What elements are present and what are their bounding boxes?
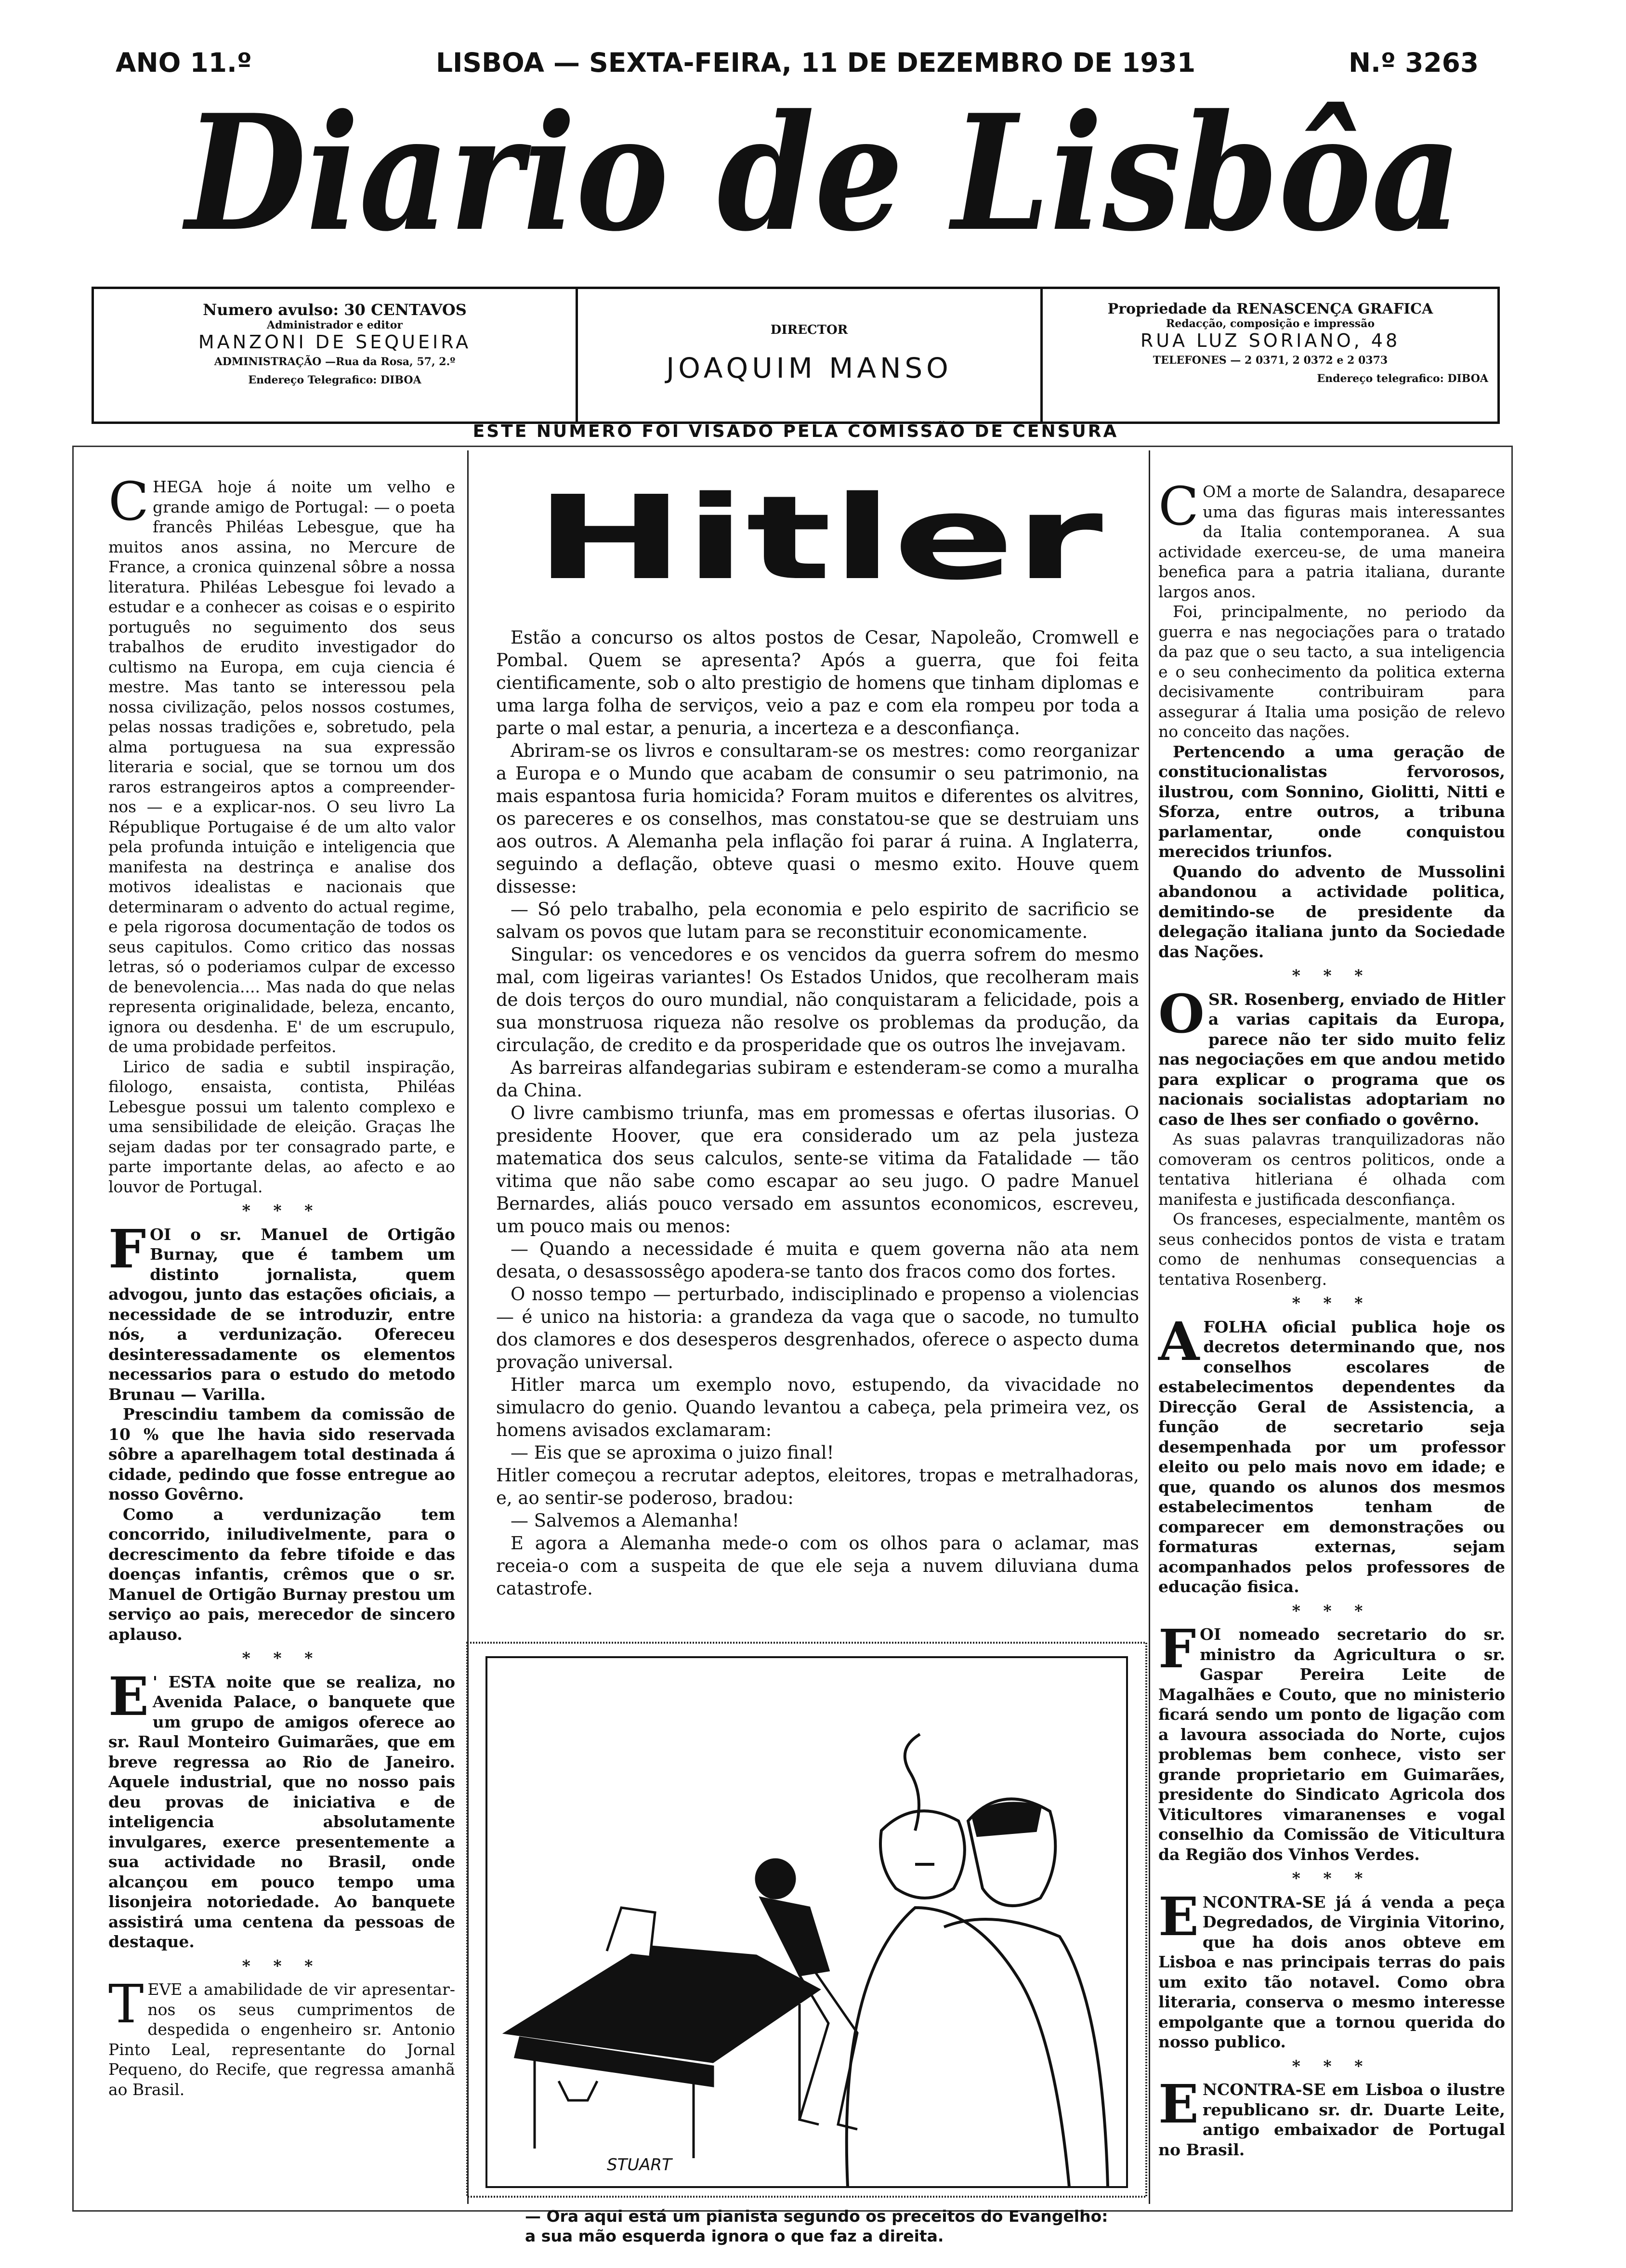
article-burnay	[108, 1217, 455, 1645]
drop-cap: C	[1158, 475, 1199, 537]
paragraph: Quando do advento de Mussolini abandonou a actividade politica, demitindo-se de presidente da delegação italiana junto da Sociedade das Nações.	[1158, 862, 1505, 961]
article-duarte-leite	[1158, 2073, 1505, 2160]
piano-drawing	[506, 1908, 819, 2158]
admin-label: Administrador e editor	[267, 319, 403, 331]
cartoon-signature: STUART	[607, 2155, 672, 2175]
censorship-note: ESTE NUMERO FOI VISADO PELA COMISSÃO DE CENSURA	[472, 422, 1119, 441]
paragraph: HEGA hoje á noite um velho e grande amigo de Portugal: — o poeta francês Philéas Lebesgue, que ha muitos anos assina, no Mercure de France, a cronica quinzenal sôbre a nossa literatura. Philéas Lebesgue foi levado a estudar e a conhecer as coisas e o espirito português no seguimento dos seus trabalhos de erudito investigador do cultismo na Europa, em cuja ciencia é mestre. Mas tanto se interessou pela nossa civilização, pelos nossos costumes, pelas nossas tradições e, sobretudo, pela alma portuguesa na sua expressão literaria e social, que se tornou um dos raros estrangeiros aptos a compreender-nos — e a explicar-nos. O seu livro La République Portugaise é de um alto valor pela profunda intuição e inteligencia que manifesta na destrinça e analise dos motivos idealistas e nacionais que determinaram o advento do actual regime, e pela rigorosa documentação de todos os seus capitulos. Como critico das nossas letras, só o poderiamos culpar de excesso de benevolencia.... Mas nada do que nelas representa originalidade, beleza, encanto, ignora ou desdenha. E' de um escrupulo, de uma probidade perfeitos.	[108, 477, 455, 1056]
paragraph: OM a morte de Salandra, desaparece uma das figuras mais interessantes da Italia contemporanea. A sua actividade exerceu-se, de uma maneira benefica para a patria italiana, durante largos anos.	[1158, 482, 1505, 601]
paragraph: — Quando a necessidade é muita e quem governa não ata nem desata, o desassossêgo apodera-se tanto dos fracos como dos fortes.	[496, 1239, 1139, 1282]
drop-cap: A	[1158, 1310, 1200, 1372]
separator-stars: * * *	[242, 1956, 322, 1975]
drop-cap: E	[1158, 1885, 1199, 1948]
issue-year: ANO 11.º	[116, 47, 252, 78]
drop-cap: E	[1158, 2073, 1199, 2135]
paragraph: OI o sr. Manuel de Ortigão Burnay, que é tambem um distinto jornalista, quem advogou, junto das estações oficiais, a necessidade de se introduzir, entre nós, a verdunização. Ofereceu desinteressadamente os elementos necessarios para o estudo do metodo Brunau — Varilla.	[108, 1225, 455, 1404]
paragraph: EVE a amabilidade de vir apresentar-nos os seus cumprimentos de despedida o engenheiro sr. Antonio Pinto Leal, representante do Jornal Pequeno, do Recife, que regressa amanhã ao Brasil.	[108, 1980, 455, 2099]
director-info	[578, 289, 1043, 422]
drop-cap: T	[108, 1973, 144, 2035]
dateline: LISBOA — SEXTA-FEIRA, 11 DE DEZEMBRO DE 1931	[436, 47, 1196, 78]
director-label: DIRECTOR	[770, 323, 848, 337]
paragraph: — Salvemos a Alemanha!	[511, 1510, 739, 1531]
separator-stars: * * *	[1292, 2056, 1372, 2075]
figures-drawing	[847, 1734, 1108, 2187]
cartoon-illustration	[462, 1638, 1151, 2202]
article-pinto-leal	[108, 1973, 455, 2099]
paragraph: Hitler marca um exemplo novo, estupendo, da vivacidade no simulacro do genio. Quando levantou a cabeça, pela primeira vez, os homens avisados exclamaram:	[496, 1374, 1139, 1440]
separator-stars: * * *	[242, 1648, 322, 1667]
drop-cap: E	[108, 1665, 149, 1727]
paragraph: NCONTRA-SE já á venda a peça Degredados, de Virginia Vitorino, que ha dois anos obteve em Lisboa e nas principais terras do pais um exito tão notavel. Como obra literaria, conserva o mesmo interesse empolgante que a tornou querida do nosso publico.	[1158, 1892, 1505, 2051]
left-column	[108, 471, 455, 2099]
center-column	[496, 626, 1139, 1600]
masthead-title: Diario de Lisbôa	[181, 79, 1462, 266]
paragraph: E agora a Alemanha mede-o com os olhos para o aclamar, mas receia-o com a suspeita de que ele seja a nuvem diluviana duma catastrofe.	[496, 1533, 1139, 1599]
right-column	[1158, 475, 1505, 2160]
article-secretary	[1158, 1618, 1505, 1864]
headline-text: Hitler	[535, 471, 1103, 606]
admin-name: MANZONI DE SEQUEIRA	[198, 331, 472, 353]
masthead-info-box	[92, 287, 1500, 424]
separator-stars: * * *	[1292, 1869, 1372, 1887]
paragraph: Estão a concurso os altos postos de Cesar, Napoleão, Cromwell e Pombal. Quem se apresenta? Após a guerra, que foi feita cientificamente, sob o alto prestigio de homens que tinham diplomas e uma larga folha de serviços, veio a paz e com ela rompeu por toda a parte o mal estar, a penuria, a incerteza e a desconfiança.	[496, 627, 1139, 738]
separator-stars: * * *	[1292, 1601, 1372, 1620]
paragraph: NCONTRA-SE em Lisboa o ilustre republicano sr. dr. Duarte Leite, antigo embaixador de Portugal no Brasil.	[1158, 2080, 1505, 2159]
paragraph: — Eis que se aproxima o juizo final!	[511, 1442, 834, 1463]
paragraph: Singular: os vencedores e os vencidos da guerra sofrem do mesmo mal, com ligeiras variantes! Os Estados Unidos, que recolheram mais de dois terços do ouro mundial, não conquistaram a felicidade, pois a sua monstruosa riqueza não resolve os problemas da produção, da circulação, de credito e da prosperidade que os outros lhe invejavam.	[496, 944, 1139, 1055]
admin-telegraph: Endereço Telegrafico: DIBOA	[248, 374, 421, 386]
paragraph: Hitler começou a recrutar adeptos, eleitores, tropas e metralhadoras, e, ao sentir-se poderoso, bradou:	[496, 1465, 1139, 1508]
paragraph: O livre cambismo triunfa, mas em promessas e ofertas ilusorias. O presidente Hoover, que era considerado um az pela justeza matematica dos seus calculos, sente-se vitima da Fatalidade — tão vitima que não sabe como escapar ao seu jugo. O padre Manuel Bernardes, aliás pouco versado em assuntos economicos, escreveu, um pouco mais ou menos:	[496, 1103, 1139, 1237]
masthead-logo	[173, 79, 1474, 272]
paragraph: — Só pelo trabalho, pela economia e pelo espirito de sacrificio se salvam os povos que lutam para se reconstituir economicamente.	[496, 899, 1139, 942]
paragraph: ' ESTA noite que se realiza, no Avenida Palace, o banquete que um grupo de amigos oferece ao sr. Raul Monteiro Guimarães, que em breve regressa ao Rio de Janeiro. Aquele industrial, que no nosso pais deu provas de iniciativa e de inteligencia absolutamente invulgares, exerce presentemente a sua actividade no Brasil, onde alcançou em pouco tempo uma lisonjeira notoriedade. Ao banquete assistirá uma centena da pessoas de destaque.	[108, 1672, 455, 1951]
telegraph-address: Endereço telegrafico: DIBOA	[1317, 372, 1488, 385]
article-salandra	[1158, 475, 1505, 602]
drop-cap: F	[1158, 1618, 1196, 1680]
separator-stars: * * *	[1292, 966, 1372, 985]
drop-cap: F	[108, 1217, 146, 1280]
article-degredados	[1158, 1885, 1505, 2052]
paragraph: SR. Rosenberg, enviado de Hitler a varias capitais da Europa, parece não ter sido muito feliz nas negociações em que andou metido para explicar o programa que os nacionais socialistas adoptariam no caso de lhes ser confiado o govêrno.	[1158, 989, 1505, 1129]
paragraph: Prescindiu tambem da comissão de 10 % que lhe havia sido reservada sôbre a aparelhagem total destinada á cidade, pedindo que fosse entregue ao nosso Govêrno.	[108, 1405, 455, 1503]
headline	[525, 471, 1113, 606]
redaction-label: Redacção, composição e impressão	[1166, 317, 1375, 330]
drop-cap: O	[1158, 982, 1205, 1045]
cartoon-caption: — Ora aqui está um pianista segundo os preceitos do Evangelho: a sua mão esquerda ignora o que faz a direita.	[525, 2207, 1108, 2245]
paragraph: O nosso tempo — perturbado, indisciplinado e propenso a violencias — é unico na historia: a grandeza da vaga que o sacode, no tumulto dos clamores e dos desesperos desgrenhados, oferece o aspecto duma provação universal.	[496, 1284, 1139, 1372]
paragraph: As suas palavras tranquilizadoras não comoveram os centros politicos, onde a tentativa hitleriana é olhada com manifesta e justificada desconfiança.	[1158, 1130, 1505, 1209]
director-name: JOAQUIM MANSO	[666, 352, 952, 384]
drop-cap: C	[108, 471, 149, 532]
telephones: TELEFONES — 2 0371, 2 0372 e 2 0373	[1153, 354, 1388, 367]
paragraph: Como a verdunização tem concorrido, iniludivelmente, para o decrescimento da febre tifoide e das doenças infantis, crêmos que o sr. Manuel de Ortigão Burnay prestou um serviço ao pais, merecedor de sincero aplauso.	[108, 1504, 455, 1644]
paragraph: Lirico de sadia e subtil inspiração, filologo, ensaista, contista, Philéas Lebesgue possui um talento complexo e uma sensibilidade de eleição. Graças lhe sejam dadas por ter consagrado parte, e parte importante delas, ao afecto e ao louvor de Portugal.	[108, 1057, 455, 1196]
article-decree	[1158, 1310, 1505, 1597]
paragraph: FOLHA oficial publica hoje os decretos determinando que, nos conselhos escolares de estabelecimentos dependentes da Direcção Geral de Assistencia, a função de secretario seja desempenhada por um professor eleito ou pelo mais novo em idade; e que, quando os alunos dos mesmos estabelecimentos tenham de comparecer em demonstrações ou formaturas externas, sejam acompanhados pelos professores de educação fisica.	[1158, 1317, 1505, 1596]
paragraph: Abriram-se os livros e consultaram-se os mestres: como reorganizar a Europa e o Mundo que acabam de consumir o seu patrimonio, na mais espantosa furia homicida? Foram muitos e diferentes os alvitres, os pareceres e os conselhos, mas constatou-se que se destruiam uns aos outros. A Alemanha pela inflação foi parar á ruina. A Inglaterra, seguindo a deflação, obteve quasi o mesmo exito. Houve quem dissesse:	[496, 740, 1139, 897]
admin-info	[94, 289, 578, 422]
issue-number: N.º 3263	[1349, 47, 1479, 78]
paragraph: Pertencendo a uma geração de constitucionalistas fervorosos, ilustrou, com Sonnino, Giolitti, Nitti e Sforza, entre outros, a tribuna parlamentar, onde conquistou merecidos triunfos.	[1158, 742, 1505, 861]
paragraph: As barreiras alfandegarias subiram e estenderam-se como a muralha da China.	[496, 1057, 1139, 1101]
redaction-address: RUA LUZ SORIANO, 48	[1140, 330, 1401, 351]
article-rosenberg	[1158, 982, 1505, 1130]
admin-address: ADMINISTRAÇÃO —Rua da Rosa, 57, 2.º	[214, 356, 456, 368]
article-lebesgue	[108, 471, 455, 1057]
paragraph: OI nomeado secretario do sr. ministro da Agricultura o sr. Gaspar Pereira Leite de Magalhães e Couto, que no ministerio ficará sendo um ponto de ligação com a lavoura associada do Norte, cujos problemas bem conhece, visto ser grande proprietario em Guimarães, presidente do Sindicato Agricola dos Viticultores vimaranenses e vogal conselhio da Comissão de Viticultura da Região dos Vinhos Verdes.	[1158, 1625, 1505, 1864]
owner-label: Propriedade da RENASCENÇA GRAFICA	[1107, 301, 1433, 317]
article-banquet	[108, 1665, 455, 1952]
separator-stars: * * *	[1292, 1293, 1372, 1312]
owner-info	[1043, 289, 1498, 422]
price: Numero avulso: 30 CENTAVOS	[203, 301, 467, 319]
paragraph: Foi, principalmente, no periodo da guerra e nas negociações para o tratado da paz que o seu tacto, a sua inteligencia e o seu conhecimento da politica externa decisivamente contribuiram para assegurar á Italia uma posição de relevo no conceito das nações.	[1158, 602, 1505, 741]
paragraph: Os franceses, especialmente, mantêm os seus conhecidos pontos de vista e tratam como de nenhumas consequencias a tentativa Rosenberg.	[1158, 1210, 1505, 1289]
separator-stars: * * *	[242, 1201, 322, 1220]
